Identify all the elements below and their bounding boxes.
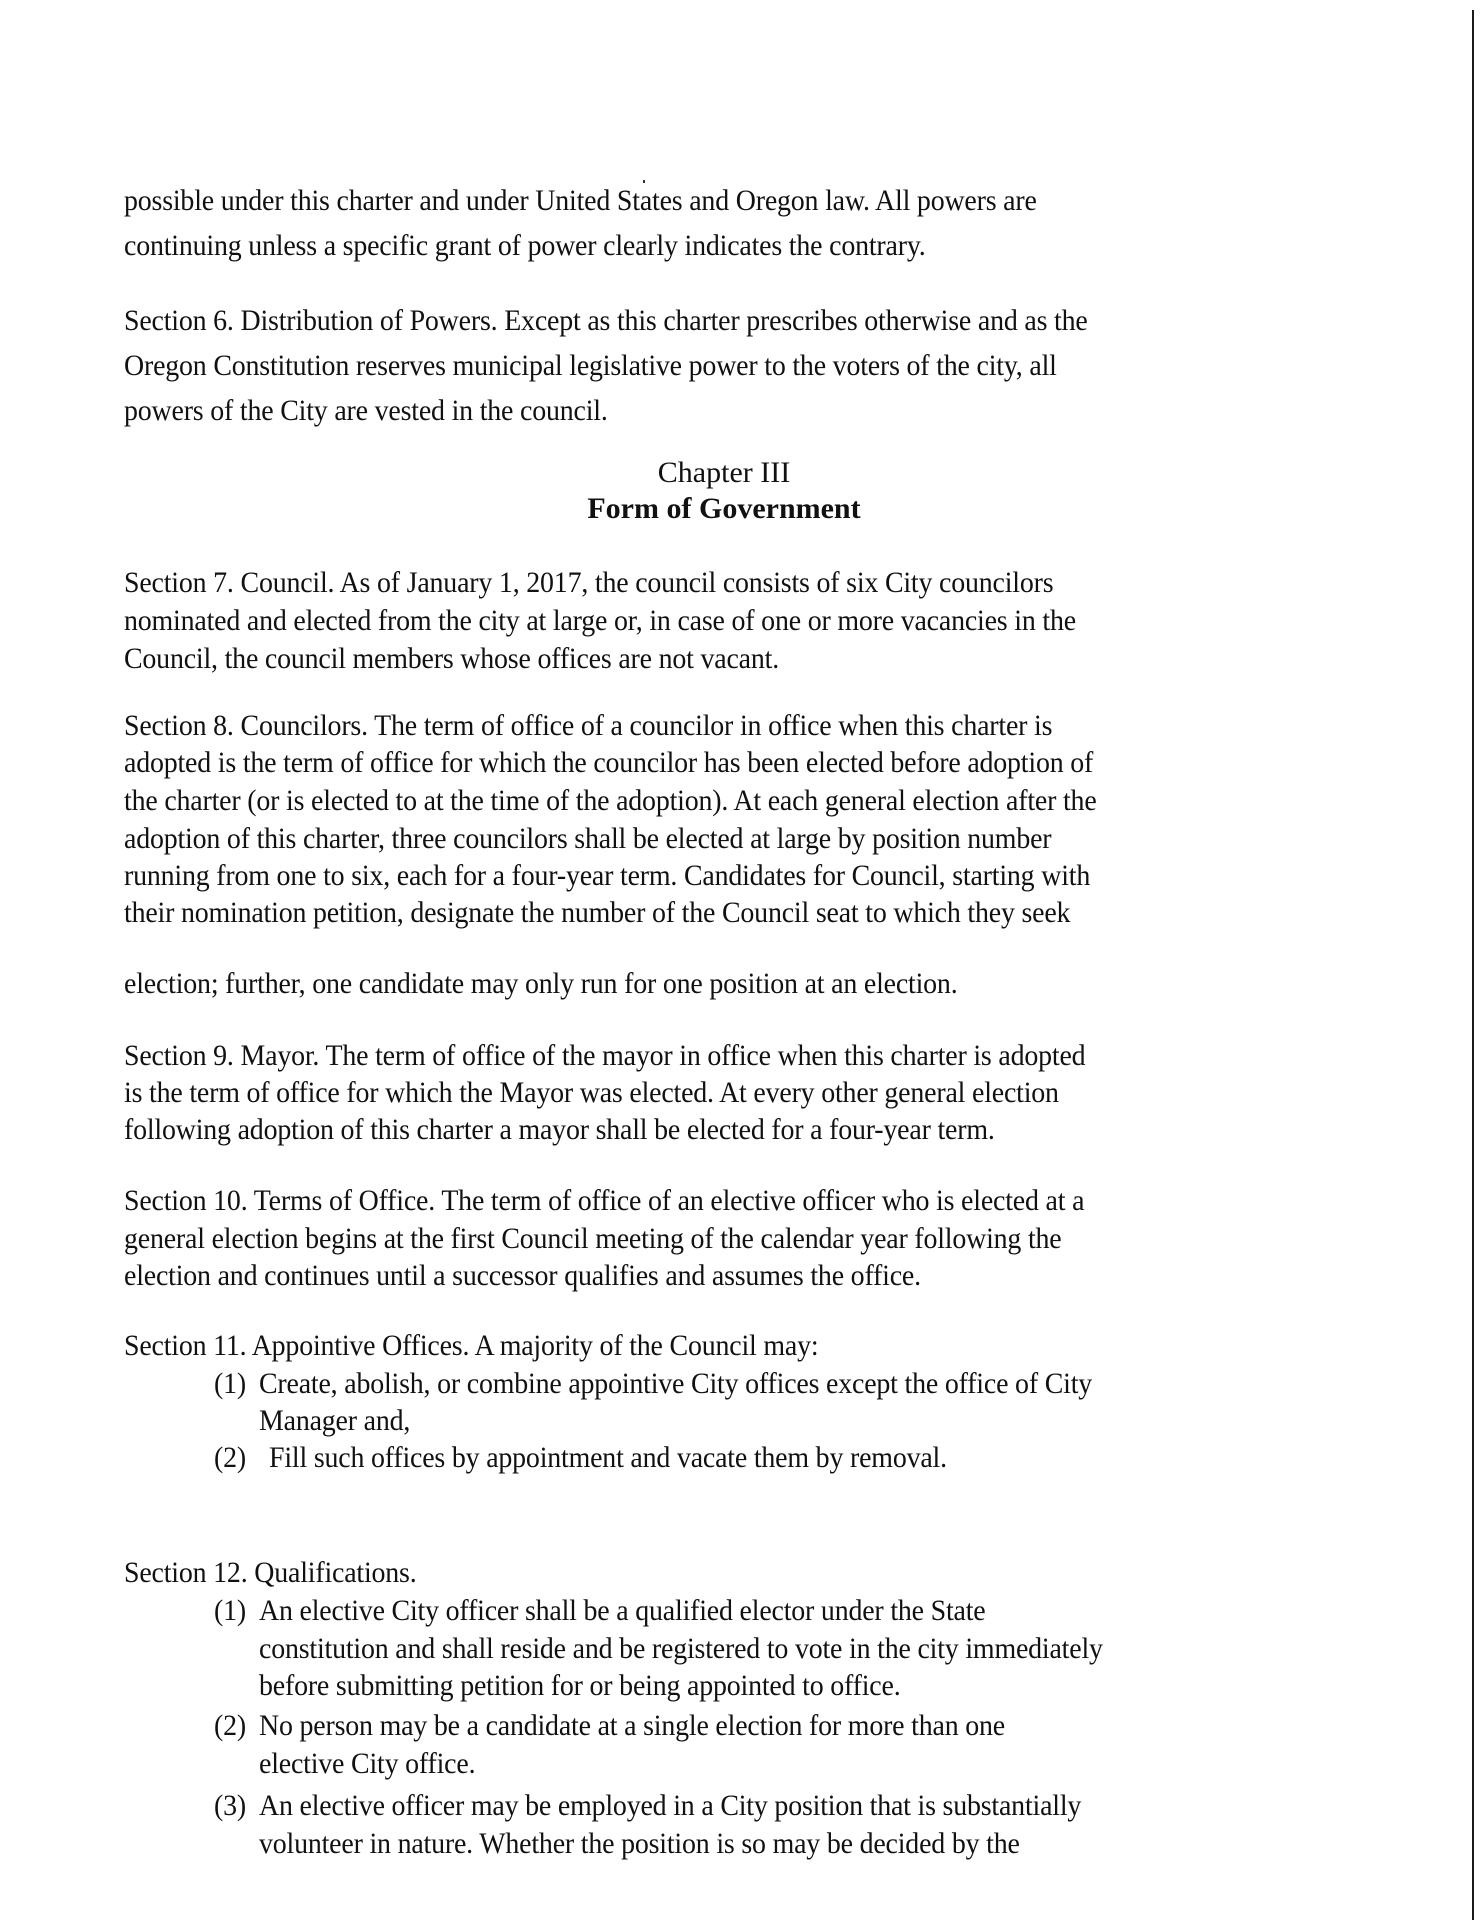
chapter-number: Chapter III — [657, 456, 791, 489]
list-item-text: elective City office. — [259, 1747, 476, 1780]
list-item-text: constitution and shall reside and be registered to vote in the city immediately — [259, 1632, 1103, 1665]
text-line: powers of the City are vested in the council. — [124, 394, 608, 427]
text-line: Council, the council members whose offices are not vacant. — [124, 642, 779, 675]
list-number: (2) — [214, 1709, 246, 1742]
section-heading: Section 12. Qualifications. — [124, 1556, 417, 1589]
list-number: (1) — [214, 1594, 246, 1627]
list-item-text: Create, abolish, or combine appointive City offices except the office of City — [259, 1367, 1093, 1400]
text-line: possible under this charter and under United States and Oregon law. All powers are — [124, 184, 1037, 217]
list-item-text: before submitting petition for or being appointed to office. — [259, 1669, 901, 1702]
list-item-text: An elective officer may be employed in a City position that is substantially — [259, 1789, 1082, 1822]
list-number: (1) — [214, 1367, 246, 1400]
text-line: Section 10. Terms of Office. The term of office of an elective officer who is elected at a — [124, 1184, 1085, 1217]
list-number: (3) — [214, 1789, 246, 1822]
list-item-text: Manager and, — [259, 1404, 411, 1437]
text-line: following adoption of this charter a mayor shall be elected for a four-year term. — [124, 1113, 995, 1146]
page-edge-line — [1472, 10, 1474, 1920]
text-line: is the term of office for which the Mayor was elected. At every other general election — [124, 1076, 1059, 1109]
list-item-text: Fill such offices by appointment and vacate them by removal. — [269, 1441, 947, 1474]
text-line: Section 6. Distribution of Powers. Except as this charter prescribes otherwise and as the — [124, 304, 1088, 337]
text-line: Section 9. Mayor. The term of office of the mayor in office when this charter is adopted — [124, 1039, 1086, 1072]
text-line: adopted is the term of office for which the councilor has been elected before adoption of — [124, 746, 1094, 779]
text-line: election and continues until a successor qualifies and assumes the office. — [124, 1259, 921, 1292]
text-line: their nomination petition, designate the number of the Council seat to which they seek — [124, 896, 1071, 929]
chapter-title: Form of Government — [587, 492, 861, 525]
text-line: general election begins at the first Council meeting of the calendar year following the — [124, 1222, 1062, 1255]
list-number: (2) — [214, 1441, 246, 1474]
text-line: Section 7. Council. As of January 1, 2017, the council consists of six City councilors — [124, 566, 1054, 599]
section-heading: Section 11. Appointive Offices. A majority of the Council may: — [124, 1329, 819, 1362]
text-line: continuing unless a specific grant of power clearly indicates the contrary. — [124, 229, 926, 262]
list-item-text: An elective City officer shall be a qualified elector under the State — [259, 1594, 986, 1627]
text-line: Oregon Constitution reserves municipal legislative power to the voters of the city, all — [124, 349, 1057, 382]
text-line: Section 8. Councilors. The term of office of a councilor in office when this charter is — [124, 709, 1053, 742]
list-item-text: volunteer in nature. Whether the position is so may be decided by the — [259, 1827, 1020, 1860]
list-item-text: No person may be a candidate at a single election for more than one — [259, 1709, 1005, 1742]
text-line: the charter (or is elected to at the time of the adoption). At each general election after the — [124, 784, 1097, 817]
text-line: running from one to six, each for a four-year term. Candidates for Council, starting with — [124, 859, 1091, 892]
text-line: adoption of this charter, three councilors shall be elected at large by position number — [124, 822, 1052, 855]
text-line: election; further, one candidate may only run for one position at an election. — [124, 967, 958, 1000]
text-line: nominated and elected from the city at large or, in case of one or more vacancies in the — [124, 604, 1076, 637]
